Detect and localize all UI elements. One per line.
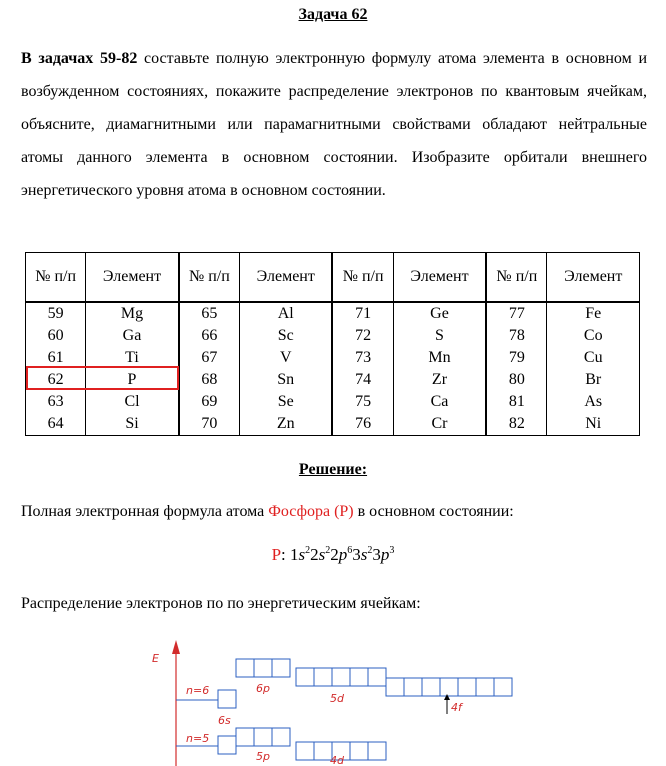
5d-cells [332, 668, 350, 686]
4f-cells [476, 678, 494, 696]
formula-term [330, 545, 352, 564]
orbital-label-4f: 4f [451, 701, 462, 714]
5d-cells [314, 668, 332, 686]
4f-cells [458, 678, 476, 696]
task-description [21, 42, 647, 207]
term-electrons: 6 [347, 545, 353, 556]
header-num: № п/п [179, 253, 240, 303]
header-element: Элемент [547, 253, 640, 303]
distribution-intro: Распределение электронов по по энергетическим ячейкам: [21, 595, 421, 612]
orbital-label-6p: 6p [256, 682, 270, 695]
element-number: 63 [26, 391, 86, 413]
element-symbol: Sc [240, 325, 333, 347]
term-subshell: s [318, 545, 326, 564]
element-name: Фосфора (P) [268, 503, 354, 520]
element-number: 66 [179, 325, 240, 347]
4f-cells [440, 678, 458, 696]
table-row [26, 302, 640, 325]
5d-cells [350, 668, 368, 686]
term-subshell: p [338, 545, 348, 564]
element-symbol: Cu [547, 347, 640, 369]
term-shell: 2 [310, 545, 319, 564]
header-num: № п/п [26, 253, 86, 303]
term-shell: 3 [352, 545, 361, 564]
term-electrons: 2 [367, 545, 373, 556]
axis-label: E [152, 652, 159, 665]
header-element: Элемент [240, 253, 333, 303]
element-symbol: Ga [86, 325, 179, 347]
electron-formula [0, 545, 666, 565]
header-element: Элемент [86, 253, 179, 303]
orbital-label-5d: 5d [330, 692, 344, 705]
element-number: 59 [26, 302, 86, 325]
element-number: 75 [332, 391, 393, 413]
header-element: Элемент [393, 253, 486, 303]
element-number: 71 [332, 302, 393, 325]
orbital-cells [218, 659, 512, 760]
element-symbol: S [393, 325, 486, 347]
element-number: 68 [179, 369, 240, 391]
selected-row-highlight [26, 366, 179, 390]
element-symbol: Se [240, 391, 333, 413]
element-symbol: Al [240, 302, 333, 325]
formula-sep: : [281, 545, 291, 564]
5p-cells [236, 728, 254, 746]
element-number: 62 [26, 369, 86, 391]
4f-cells [494, 678, 512, 696]
formula-intro [21, 503, 514, 521]
element-number: 72 [332, 325, 393, 347]
element-number: 77 [486, 302, 547, 325]
element-symbol: Co [547, 325, 640, 347]
formula-intro-suffix: в основном состоянии: [353, 503, 514, 520]
term-shell: 1 [290, 545, 299, 564]
level-label-n6: n=6 [186, 684, 210, 697]
element-number: 69 [179, 391, 240, 413]
element-symbol: Mg [86, 302, 179, 325]
element-symbol: As [547, 391, 640, 413]
elements-table [25, 252, 640, 436]
term-subshell: s [360, 545, 368, 564]
4f-cells [404, 678, 422, 696]
table-header-row [26, 253, 640, 303]
5d-cells [368, 668, 386, 686]
element-number: 61 [26, 347, 86, 369]
element-number: 81 [486, 391, 547, 413]
6p-cells [254, 659, 272, 677]
level-label-n5: n=5 [186, 732, 210, 745]
formula-term [310, 545, 330, 564]
element-symbol: Zr [393, 369, 486, 391]
element-number: 60 [26, 325, 86, 347]
4f-cells [422, 678, 440, 696]
table-row [26, 325, 640, 347]
element-number: 67 [179, 347, 240, 369]
element-symbol: Sn [240, 369, 333, 391]
energy-axis-arrow [172, 640, 180, 654]
element-symbol: Ca [393, 391, 486, 413]
term-electrons: 3 [389, 545, 395, 556]
header-num: № п/п [332, 253, 393, 303]
element-number: 65 [179, 302, 240, 325]
4d-cells [368, 742, 386, 760]
element-number: 79 [486, 347, 547, 369]
element-symbol: Zn [240, 413, 333, 436]
orbital-label-6s: 6s [218, 714, 231, 727]
energy-diagram [0, 630, 666, 766]
4f-pointer-arrow [444, 694, 450, 700]
4d-cells [296, 742, 314, 760]
element-symbol: V [240, 347, 333, 369]
element-symbol: Cr [393, 413, 486, 436]
element-symbol: Mn [393, 347, 486, 369]
5p-cells [272, 728, 290, 746]
element-number: 80 [486, 369, 547, 391]
term-subshell: p [380, 545, 390, 564]
element-number: 70 [179, 413, 240, 436]
5d-cells [296, 668, 314, 686]
5s-cells [218, 736, 236, 754]
term-subshell: s [298, 545, 306, 564]
6p-cells [236, 659, 254, 677]
6s-cells [218, 690, 236, 708]
element-symbol: Ge [393, 302, 486, 325]
element-symbol: Br [547, 369, 640, 391]
formula-term [352, 545, 372, 564]
task-text: составьте полную электронную формулу атома элемента в основном и возбужденном состояниях, покажите распределение электронов по квантовым ячейкам, объясните, диамагнитными или парамагнитными свойствами обладают нейтральные атомы данного элемента в основном состоянии. Изобразите орбитали внешнего энергетического уровня атома в основном состоянии. [21, 50, 648, 199]
term-electrons: 2 [325, 545, 331, 556]
element-symbol: P [86, 369, 179, 391]
element-symbol: Fe [547, 302, 640, 325]
6p-cells [272, 659, 290, 677]
element-number: 64 [26, 413, 86, 436]
element-number: 74 [332, 369, 393, 391]
formula-term [290, 545, 310, 564]
element-number: 82 [486, 413, 547, 436]
element-symbol: Cl [86, 391, 179, 413]
header-num: № п/п [486, 253, 547, 303]
4f-cells [386, 678, 404, 696]
term-shell: 3 [372, 545, 381, 564]
term-shell: 2 [330, 545, 339, 564]
formula-intro-text: Полная электронная формула атома [21, 503, 269, 520]
formula-symbol: P [271, 545, 282, 564]
term-electrons: 2 [305, 545, 311, 556]
element-number: 78 [486, 325, 547, 347]
formula-terms [290, 545, 394, 564]
orbital-label-4d: 4d [330, 754, 344, 766]
element-number: 76 [332, 413, 393, 436]
formula-term [372, 545, 394, 564]
element-symbol: Ni [547, 413, 640, 436]
5p-cells [254, 728, 272, 746]
solution-heading: Решение: [298, 461, 368, 478]
task-title: Задача 62 [298, 6, 368, 23]
element-symbol: Ti [86, 347, 179, 369]
table-row [26, 413, 640, 436]
4d-cells [350, 742, 368, 760]
table-row [26, 391, 640, 413]
element-symbol: Si [86, 413, 179, 436]
orbital-label-5p: 5p [256, 750, 270, 763]
task-range: В задачах 59-82 [21, 50, 138, 67]
element-number: 73 [332, 347, 393, 369]
